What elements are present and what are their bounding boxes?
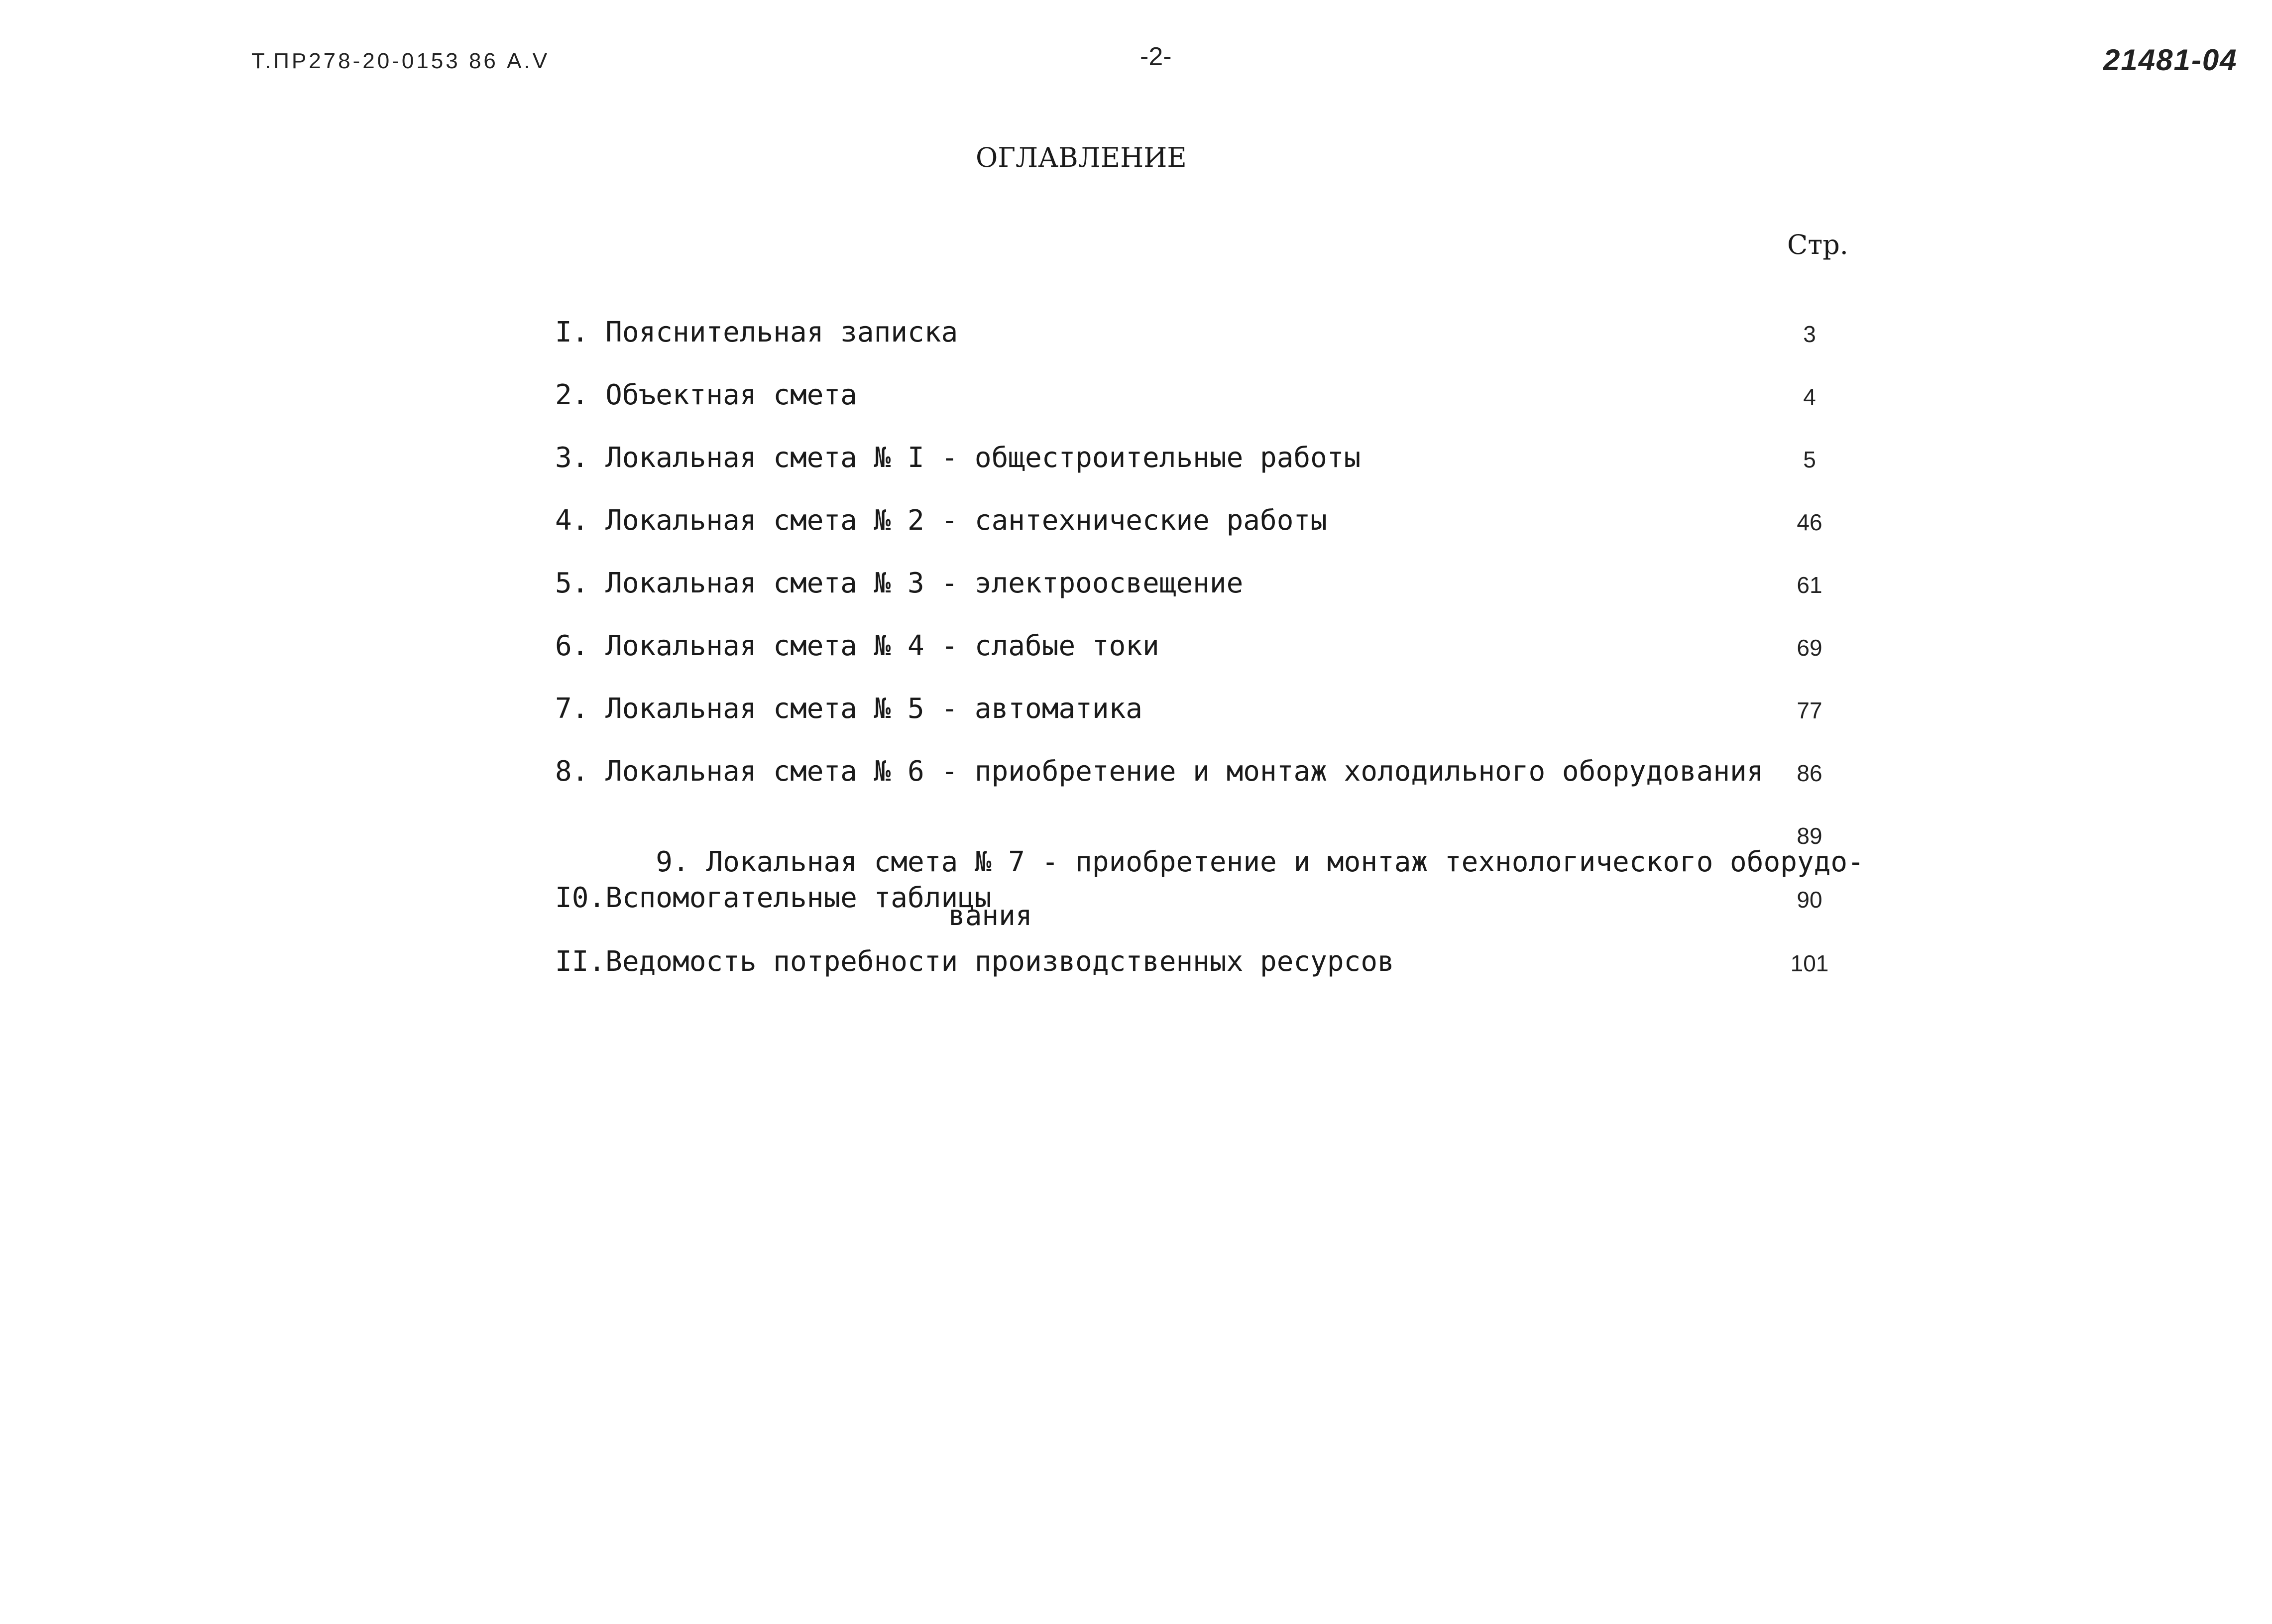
toc-entry-text: 7. Локальная смета № 5 - автоматика <box>555 693 1143 725</box>
toc-entry-page: 90 <box>1797 887 1822 913</box>
toc-entry-page: 89 <box>1797 823 1822 849</box>
toc-entry <box>0 755 2272 798</box>
toc-entry-page: 69 <box>1797 635 1822 661</box>
toc-entry-page: 46 <box>1797 509 1822 535</box>
toc-entry-text: II.Ведомость потребности производственных ресурсов <box>555 945 1394 978</box>
toc-entry-page: 77 <box>1797 697 1822 723</box>
toc-entry-page: 5 <box>1803 447 1816 472</box>
toc-entry-text: I. Пояснительная записка <box>555 316 958 348</box>
document-code: Т.ПР278-20-0153 86 А.V <box>251 49 550 73</box>
toc-entry-continuation: вания <box>948 900 1032 932</box>
toc-entry <box>0 695 2272 735</box>
archive-number: 21481-04 <box>2103 43 2238 77</box>
toc-entry-page: 4 <box>1803 384 1816 410</box>
toc-entry <box>0 632 2272 672</box>
page-title: ОГЛАВЛЕНИЕ <box>976 142 1187 173</box>
toc-entry-text: 5. Локальная смета № 3 - электроосвещение <box>555 567 1244 599</box>
toc-entry-text: 8. Локальная смета № 6 - приобретение и монтаж холодильного оборудования <box>555 755 1764 788</box>
toc-entry-text: I0.Вспомогательные таблицы <box>555 882 992 914</box>
page-number: -2- <box>1140 42 1172 71</box>
toc-entry <box>0 316 2272 358</box>
toc-entry <box>0 504 2272 547</box>
toc-entry <box>0 444 2272 484</box>
toc-entry-page: 61 <box>1797 572 1822 598</box>
toc-entry-line: 9. Локальная смета № 7 - приобретение и монтаж технологического оборудо- <box>656 846 1864 878</box>
page-column-header: Стр. <box>1787 229 1848 260</box>
toc-entry-page: 101 <box>1790 950 1829 976</box>
toc-entry <box>0 567 2272 609</box>
toc-entry <box>0 381 2272 421</box>
toc-entry-text: 6. Локальная смета № 4 - слабые токи <box>555 630 1159 662</box>
toc-entry-page: 3 <box>1803 321 1816 347</box>
toc-entry-page: 86 <box>1797 760 1822 786</box>
toc-entry <box>0 945 2272 988</box>
toc-entry-text: 4. Локальная смета № 2 - сантехнические работы <box>555 504 1327 537</box>
toc-entry-text: 2. Объектная смета <box>555 379 857 411</box>
toc-entry <box>0 884 2272 924</box>
toc-entry-text: 3. Локальная смета № I - общестроительные работы <box>555 442 1361 474</box>
